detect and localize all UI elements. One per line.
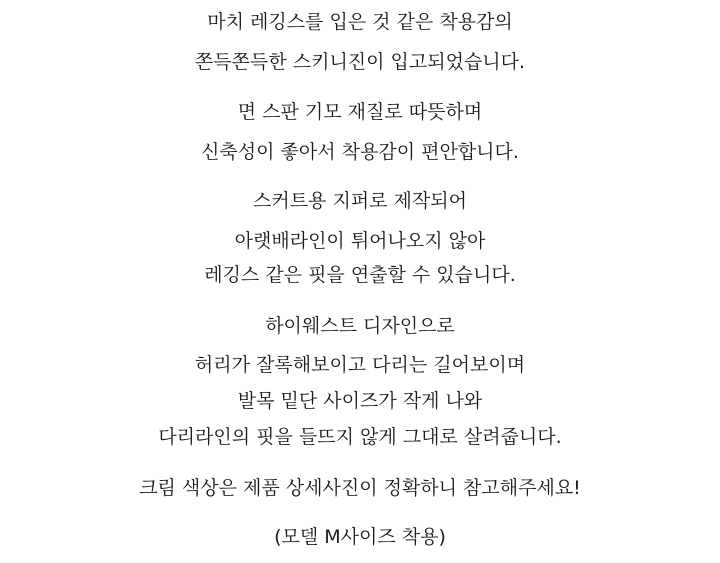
description-line: 쫀득쫀득한 스키니진이 입고되었습니다. xyxy=(194,51,526,73)
description-line: 면 스판 기모 재질로 따뜻하며 xyxy=(237,101,483,123)
description-line: 스커트용 지퍼로 제작되어 xyxy=(253,190,467,212)
description-line: 다리라인의 핏을 들뜨지 않게 그대로 살려줍니다. xyxy=(158,426,562,448)
description-line: 아랫배라인이 튀어나오지 않아 xyxy=(234,230,486,252)
description-line: 크림 색상은 제품 상세사진이 정확하니 참고해주세요! xyxy=(139,477,581,499)
description-line: 하이웨스트 디자인으로 xyxy=(265,315,455,337)
description-line: 마치 레깅스를 입은 것 같은 착용감의 xyxy=(207,11,513,33)
description-line: 허리가 잘록해보이고 다리는 길어보이며 xyxy=(194,354,526,376)
description-line: 신축성이 좋아서 착용감이 편안합니다. xyxy=(201,141,519,163)
model-size-note: (모델 M사이즈 착용) xyxy=(274,526,446,548)
description-line: 레깅스 같은 핏을 연출할 수 있습니다. xyxy=(204,264,516,286)
description-line: 발목 밑단 사이즈가 작게 나와 xyxy=(237,390,483,412)
